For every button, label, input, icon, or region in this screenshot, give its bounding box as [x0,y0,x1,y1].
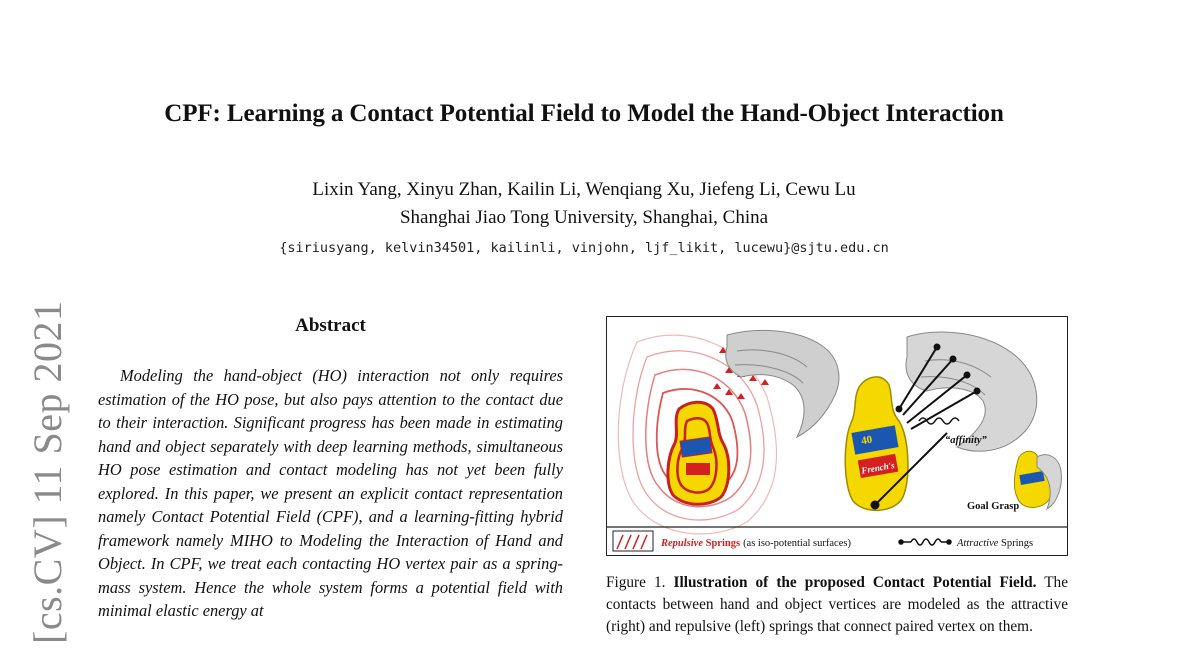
figure-caption [606,572,1068,638]
abstract-body: Modeling the hand-object (HO) interaction not only requires estimation of the HO pose, but also pays attention to the contact due to their interaction. Significant progress has been made in estimating hand and object separately with deep learning methods, simultaneous HO pose estimation and contact modeling has not yet been fully explored. In this paper, we present an explicit contact representation namely Contact Potential Field (CPF), and a learning-fitting hybrid framework namely MIHO to Modeling the Interaction of Hand and Object. In CPF, we treat each contacting HO vertex pair as a spring-mass system. Hence the whole system forms a potential field with minimal elastic energy at [98,366,563,620]
affinity-label: “affinity” [945,435,987,446]
abstract-heading: Abstract [295,315,366,336]
arxiv-stamp: [cs.CV] 11 Sep 2021 [25,300,70,644]
legend-attractive: Attractive Springs [957,538,1034,549]
right-bottle [845,377,908,510]
left-hand [726,330,839,437]
left-bottle [668,402,729,504]
affiliation: Shanghai Jiao Tong University, Shanghai, China [399,207,769,228]
goal-grasp-label: Goal Grasp [967,501,1020,512]
author-list: Lixin Yang, Xinyu Zhan, Kailin Li, Wenqiang Xu, Jiefeng Li, Cewu Lu [312,179,856,200]
caption-prefix: Figure 1. [606,574,674,591]
contact-potential-illustration [607,317,1067,555]
legend-attractive-spring-icon [899,539,951,545]
caption-bold: Illustration of the proposed Contact Potential Field. [673,574,1037,591]
author-emails: {siriusyang, kelvin34501, kailinli, vinjohn, ljf_likit, lucewu}@sjtu.edu.cn [279,240,889,256]
figure-1 [606,316,1068,556]
legend-repulsive: Repulsive Springs (as iso-potential surfaces) [661,538,851,549]
bottle-label-brand: French's [860,460,896,476]
paper-title: CPF: Learning a Contact Potential Field to Model the Hand-Object Interaction [164,100,1004,127]
bottle-label-40: 40 [860,433,874,448]
right-hand [906,332,1037,451]
caption-text: The contacts between hand and object vertices are modeled as the attractive (right) and repulsive (left) springs that connect paired vertex on them. [606,574,1068,635]
goal-grasp-inset [1014,451,1061,509]
